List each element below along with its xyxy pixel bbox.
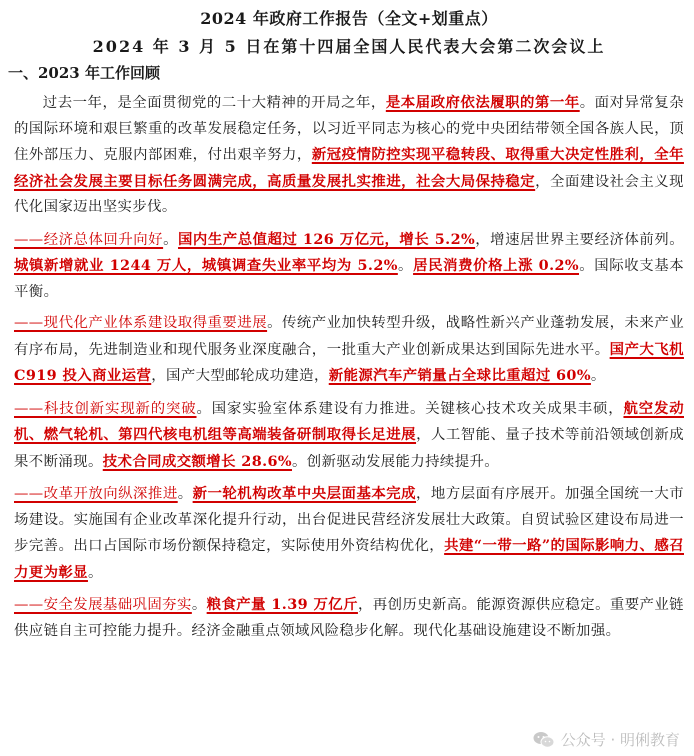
watermark (533, 729, 680, 750)
section-heading: 一、2023 年工作回顾 (8, 64, 160, 82)
document-title: 2024 年政府工作报告（全文+划重点） (200, 9, 498, 28)
highlighted-key-point: 是本届政府依法履职的第一年 (385, 94, 580, 111)
paragraph-text: ，地方层面有序展开。加强全国统一大市场建设。实施国有企业改革深化提升行动，出台促进民营经济发展壮大政策。自贸试验区建设布局进一步完善。出口占国际市场份额保持稳定，实际使用外资结构优化， (14, 486, 684, 554)
paragraph-text: 过去一年，是全面贯彻党的二十大精神的开局之年， (42, 95, 386, 111)
paragraph-text: ，国产大型邮轮成功建造， (151, 368, 329, 384)
paragraph-text: 。 (191, 597, 207, 613)
highlighted-key-point: 新冠疫情防控实现平稳转段、取得重大决定性胜利，全年经济社会发展主要目标任务圆满完成，高质量发展扎实推进，社会大局保持稳定 (14, 146, 684, 190)
report-paragraph (14, 90, 684, 221)
report-paragraph (14, 481, 684, 586)
paragraph-text: 。 (163, 231, 179, 248)
paragraph-text: ，再创历史新高。能源资源供应稳定。重要产业链供应链自主可控能力提升。经济金融重点领域风险稳步化解。现代化基础设施建设不断加强。 (14, 597, 684, 639)
document-subtitle: 2024 年 3 月 5 日在第十四届全国人民代表大会第二次会议上 (92, 37, 606, 56)
subsection-lead: ——现代化产业体系建设取得重要进展 (14, 315, 268, 331)
paragraph-text: ，增速居世界主要经济体前列。 (475, 231, 684, 248)
highlighted-key-point: 粮食产量 1.39 万亿斤 (206, 596, 358, 613)
watermark-text: 公众号 · 明俐教育 (560, 731, 680, 749)
paragraph-text: 。创新驱动发展能力持续提升。 (292, 453, 500, 470)
paragraph-text: 。 (177, 486, 193, 502)
highlighted-key-point: 城镇新增就业 1244 万人，城镇调查失业率平均为 5.2% (14, 257, 398, 274)
subsection-lead: ——安全发展基础巩固夯实 (14, 597, 192, 613)
paragraph-text: 。面对异常复杂的国际环境和艰巨繁重的改革发展稳定任务，以习近平同志为核心的党中央团结带领全国各族人民，顶住外部压力、克服内部困难，付出艰辛努力， (14, 95, 684, 163)
report-paragraph (14, 227, 684, 306)
highlighted-key-point: 居民消费价格上涨 0.2% (413, 257, 579, 274)
paragraph-text: ，人工智能、量子技术等前沿领域创新成果不断涌现。 (14, 427, 684, 470)
report-paragraph (14, 396, 684, 476)
highlighted-key-point: 国产大飞机 C919 投入商业运营 (14, 340, 684, 384)
highlighted-key-point: 技术合同成交额增长 28.6% (102, 452, 292, 470)
highlighted-key-point: 共建“一带一路”的国际影响力、感召力更为彰显 (14, 537, 684, 581)
paragraph-text: 。 (87, 564, 103, 581)
highlighted-key-point: 新能源汽车产销量占全球比重超过 60% (328, 367, 591, 384)
paragraph-text: 。国际收支基本平衡。 (14, 258, 685, 300)
subsection-lead: ——科技创新实现新的突破 (14, 400, 197, 417)
highlighted-key-point: 新一轮机构改革中央层面基本完成 (192, 485, 417, 502)
paragraph-text: ，全面建设社会主义现代化国家迈出坚实步伐。 (14, 173, 684, 215)
report-paragraph (14, 592, 684, 644)
highlighted-key-point: 国内生产总值超过 126 万亿元，增长 5.2% (178, 230, 476, 248)
paragraph-text: 。 (397, 258, 414, 274)
subsection-lead: ——改革开放向纵深推进 (14, 486, 178, 502)
paragraph-text: 。 (590, 368, 606, 384)
paragraph-text: 。国家实验室体系建设有力推进。关键核心技术攻关成果丰硕， (196, 400, 624, 417)
subsection-lead: ——经济总体回升向好 (14, 231, 164, 248)
highlighted-key-point: 航空发动机、燃气轮机、第四代核电机组等高端装备研制取得长足进展 (14, 399, 684, 443)
wechat-icon (533, 731, 555, 749)
report-paragraph (14, 311, 684, 390)
paragraph-text: 。传统产业加快转型升级，战略性新兴产业蓬勃发展，未来产业有序布局，先进制造业和现代服务业深度融合，一批重大产业创新成果达到国际先进水平。 (14, 315, 685, 358)
report-body (14, 90, 684, 644)
